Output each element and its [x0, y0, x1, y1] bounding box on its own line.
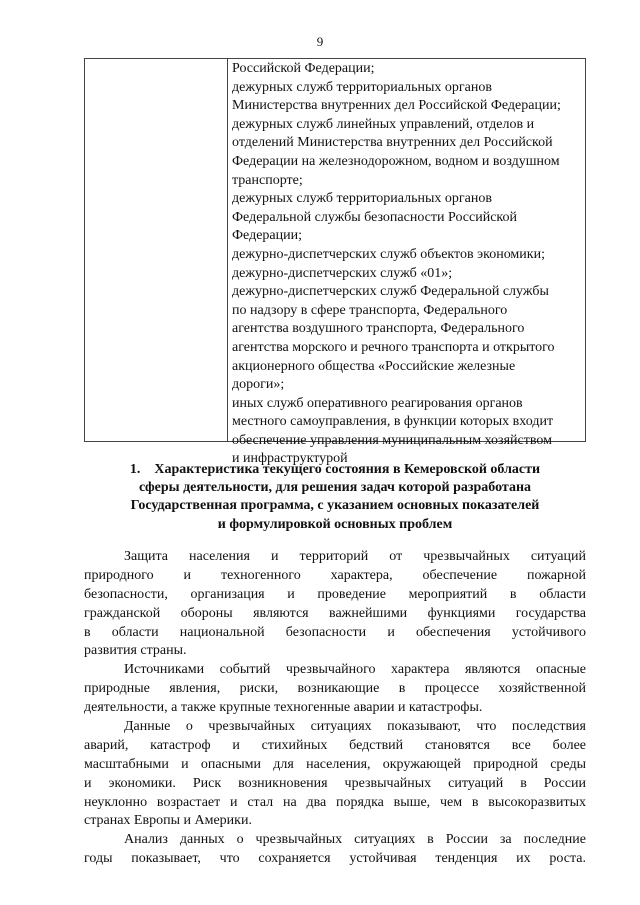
table-column-divider	[227, 59, 228, 441]
body-line: деятельности, а также крупные техногенные аварии и катастрофы.	[84, 700, 483, 716]
table-line: Российской Федерации;	[232, 61, 375, 76]
table-line: дежурных служб территориальных органов	[232, 191, 492, 207]
heading-line: и формулировкой основных проблем	[217, 516, 453, 532]
section-heading	[84, 461, 586, 534]
table-line: дежурно-диспетчерских служб «01»;	[232, 265, 453, 281]
heading-line: Государственная программа, с указанием основных показателей	[130, 498, 540, 514]
table-line: Федерации;	[232, 228, 303, 244]
body-line: природного и техногенного характера, обеспечение пожарной	[84, 567, 586, 583]
body-line: развития страны.	[84, 643, 187, 659]
table-line: агентства воздушного транспорта, Федерального	[232, 321, 525, 337]
body-line: Данные о чрезвычайных ситуациях показывают, что последствия	[124, 719, 586, 735]
table-line: обеспечение управления муниципальным хозяйством	[232, 432, 552, 448]
heading-line: 1. Характеристика текущего состояния в Кемеровской области	[129, 462, 541, 477]
table-line: местного самоуправления, в функции которых входит	[232, 414, 554, 430]
table-line: иных служб оперативного реагирования органов	[232, 395, 523, 411]
table-line: агентства морского и речного транспорта и открытого	[232, 339, 555, 355]
body-line: Источниками событий чрезвычайного характера являются опасные	[124, 662, 586, 678]
body-text	[84, 548, 586, 869]
body-line: и экономики. Риск возникновения чрезвычайных ситуаций в России	[84, 775, 586, 791]
table-line: транспорте;	[232, 172, 303, 188]
table-line: акционерного общества «Российские железные	[232, 358, 516, 374]
body-line: годы показывает, что сохраняется устойчивая тенденция их роста.	[84, 851, 586, 867]
table-line: по надзору в сфере транспорта, Федерального	[232, 302, 508, 318]
table-line: Федеральной службы безопасности Российской	[232, 209, 518, 225]
services-table	[84, 58, 586, 467]
body-line: Защита населения и территорий от чрезвычайных ситуаций	[124, 549, 586, 564]
body-line: в области национальной безопасности и обеспечения устойчивого	[84, 624, 586, 640]
table-line: Министерства внутренних дел Российской Федерации;	[232, 98, 561, 114]
table-line: дежурно-диспетчерских служб объектов экономики;	[232, 246, 545, 262]
body-line: гражданской обороны являются важнейшими функциями государства	[84, 605, 586, 621]
table-line: дежурных служб территориальных органов	[232, 79, 492, 95]
body-line: Анализ данных о чрезвычайных ситуациях в России за последние	[124, 832, 586, 848]
table-line: дежурно-диспетчерских служб Федеральной службы	[232, 284, 549, 300]
body-line: неуклонно возрастает и стал на два порядка выше, чем в высокоразвитых	[84, 794, 586, 810]
body-line: природные явления, риски, возникающие в процессе хозяйственной	[84, 681, 586, 697]
body-line: аварий, катастроф и стихийных бедствий становятся все более	[84, 737, 586, 753]
body-line: безопасности, организация и проведение мероприятий в области	[84, 586, 586, 602]
page-number: 9	[316, 34, 324, 49]
table-line: дороги»;	[232, 377, 285, 393]
heading-line: сферы деятельности, для решения задач которой разработана	[138, 480, 532, 496]
table-line: и инфраструктурой	[232, 451, 348, 467]
table-right-cell	[232, 60, 588, 469]
table-line: Федерации на железнодорожном, водном и воздушном	[232, 153, 560, 169]
table-line: отделений Министерства внутренних дел Российской	[232, 135, 553, 151]
body-line: странах Европы и Америки.	[84, 813, 252, 829]
table-line: дежурных служб линейных управлений, отделов и	[232, 116, 535, 132]
body-line: масштабными и опасными для населения, окружающей природной среды	[84, 756, 586, 772]
